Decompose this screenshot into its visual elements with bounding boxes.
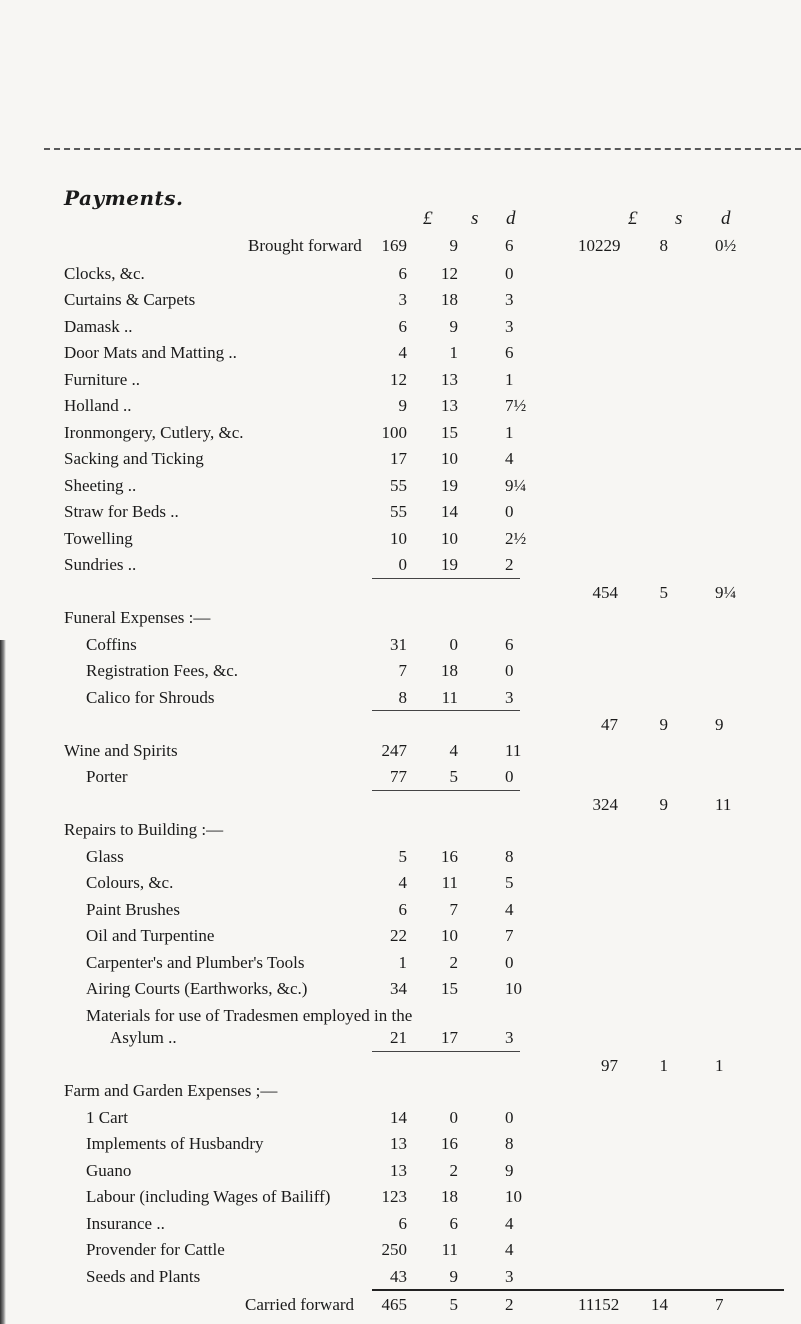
ledger-item-amount-pence: 8 xyxy=(505,1134,514,1153)
header-pounds-2: £ xyxy=(628,208,638,229)
ledger-item-row xyxy=(0,1240,801,1268)
ledger-item-label: Calico for Shrouds xyxy=(86,687,215,707)
header-shillings-1: s xyxy=(471,208,479,229)
carried-forward-label: Carried forward xyxy=(245,1295,355,1314)
brought-forward-total-pence: 0½ xyxy=(715,236,737,255)
ledger-item-row xyxy=(0,343,801,371)
ledger-item-amount-pounds: 17 xyxy=(390,449,407,468)
ledger-item-label: Glass xyxy=(86,846,124,866)
ledger-item-amount-pence: 2½ xyxy=(505,528,527,548)
ledger-item-amount-pounds: 55 xyxy=(390,475,407,495)
ledger-item-amount-pence: 9¼ xyxy=(505,475,527,495)
ledger-item-amount-shillings: 10 xyxy=(441,449,458,468)
section-heading-row xyxy=(0,1081,801,1109)
ledger-item-amount-shillings: 18 xyxy=(441,1187,458,1206)
ledger-item-label: Registration Fees, &c. xyxy=(86,661,239,680)
ledger-item-amount-pounds: 14 xyxy=(390,1107,407,1127)
section-heading: Funeral Expenses :— xyxy=(64,608,211,627)
subtotal-rule xyxy=(372,710,520,711)
ledger-item-amount-pence: 3 xyxy=(505,1028,514,1047)
ledger-item-row xyxy=(0,423,801,451)
ledger-item-amount-pounds: 43 xyxy=(390,1266,407,1286)
ledger-item-amount-shillings: 13 xyxy=(441,369,458,389)
ledger-item-row xyxy=(0,1214,801,1242)
carried-forward-amount-pence: 2 xyxy=(505,1295,514,1314)
section-total-pounds: 97 xyxy=(601,1055,618,1075)
ledger-item-label: Sundries .. xyxy=(64,555,137,574)
ledger-item-label: Implements of Husbandry xyxy=(86,1134,264,1153)
ledger-item-row xyxy=(0,741,801,769)
ledger-item-label: Wine and Spirits xyxy=(64,740,178,760)
ledger-item-amount-pounds: 22 xyxy=(390,926,407,945)
ledger-item-amount-shillings: 11 xyxy=(441,1240,458,1259)
ledger-item-label: Materials for use of Tradesmen employed in the xyxy=(86,1005,413,1025)
ledger-item-amount-pounds: 12 xyxy=(390,369,407,389)
ledger-item-label: Straw for Beds .. xyxy=(64,502,179,521)
ledger-item-amount-shillings: 1 xyxy=(449,343,458,362)
ledger-item-label: 1 Cart xyxy=(86,1107,129,1127)
ledger-item-label: Guano xyxy=(86,1160,132,1180)
carried-forward-amount-pounds: 465 xyxy=(381,1295,407,1314)
ledger-item-amount-shillings: 10 xyxy=(441,926,458,945)
section-total-row xyxy=(0,715,801,743)
ledger-item-label: Labour (including Wages of Bailiff) xyxy=(86,1187,331,1206)
ledger-item-amount-shillings: 2 xyxy=(449,952,458,972)
ledger-item-amount-pounds: 1 xyxy=(398,952,407,972)
brought-forward-amount-shillings: 9 xyxy=(449,236,458,255)
ledger-item-amount-pence: 3 xyxy=(505,1266,514,1286)
ledger-item-row xyxy=(0,953,801,981)
ledger-item-amount-pence: 4 xyxy=(505,1240,514,1259)
ledger-item-amount-shillings: 15 xyxy=(441,422,458,442)
ledger-item-label: Colours, &c. xyxy=(86,873,174,892)
ledger-item-amount-pence: 4 xyxy=(505,899,514,919)
subtotal-rule xyxy=(372,1051,520,1052)
ledger-item-row xyxy=(0,926,801,954)
ledger-item-amount-pence: 0 xyxy=(505,767,514,786)
ledger-item-row xyxy=(0,767,801,795)
section-total-shillings: 5 xyxy=(659,582,668,602)
ledger-item-amount-shillings: 4 xyxy=(449,740,458,760)
ledger-item-amount-pence: 8 xyxy=(505,846,514,866)
ledger-item-amount-pence: 0 xyxy=(505,952,514,972)
section-total-shillings: 1 xyxy=(659,1055,668,1075)
ledger-item-row xyxy=(0,317,801,345)
section-total-row xyxy=(0,1056,801,1084)
brought-forward-label: Brought forward xyxy=(248,236,362,255)
ledger-item-row xyxy=(0,873,801,901)
ledger-item-label: Carpenter's and Plumber's Tools xyxy=(86,952,305,972)
carried-forward-rule xyxy=(372,1289,784,1291)
ledger-item-label: Seeds and Plants xyxy=(86,1266,201,1286)
header-shillings-2: s xyxy=(675,208,683,229)
ledger-item-amount-pounds: 77 xyxy=(390,767,407,786)
section-total-pounds: 324 xyxy=(592,794,618,814)
ledger-item-amount-pounds: 55 xyxy=(390,502,407,521)
ledger-item-amount-pence: 2 xyxy=(505,555,514,574)
ledger-item-label: Sacking and Ticking xyxy=(64,449,204,468)
ledger-item-amount-pence: 7½ xyxy=(505,396,527,415)
ledger-item-amount-pounds: 13 xyxy=(390,1160,407,1180)
ledger-item-label: Paint Brushes xyxy=(86,899,180,919)
ledger-item-amount-shillings: 10 xyxy=(441,528,458,548)
ledger-item-label: Towelling xyxy=(64,528,133,548)
ledger-item-label: Oil and Turpentine xyxy=(86,926,215,945)
ledger-item-amount-shillings: 16 xyxy=(441,1134,458,1153)
ledger-item-amount-shillings: 0 xyxy=(449,1107,458,1127)
ledger-item-amount-pounds: 100 xyxy=(381,422,407,442)
subtotal-rule xyxy=(372,578,520,579)
ledger-item-amount-shillings: 18 xyxy=(441,290,458,309)
ledger-item-amount-shillings: 19 xyxy=(441,555,458,574)
brought-forward-total-shillings: 8 xyxy=(659,236,668,255)
ledger-item-amount-pounds: 10 xyxy=(390,528,407,548)
ledger-item-amount-pounds: 13 xyxy=(390,1134,407,1153)
ledger-item-amount-pence: 6 xyxy=(505,634,514,654)
brought-forward-amount-pence: 6 xyxy=(505,236,514,255)
ledger-item-amount-pence: 0 xyxy=(505,1107,514,1127)
ledger-item-amount-shillings: 7 xyxy=(449,899,458,919)
carried-forward-total-shillings: 14 xyxy=(651,1295,668,1314)
ledger-item-amount-shillings: 9 xyxy=(449,1266,458,1286)
ledger-item-amount-pounds: 6 xyxy=(398,899,407,919)
ledger-item-amount-pounds: 0 xyxy=(398,555,407,574)
ledger-item-amount-pounds: 31 xyxy=(390,634,407,654)
ledger-item-label: Coffins xyxy=(86,634,137,654)
ledger-item-amount-pence: 3 xyxy=(505,316,514,336)
ledger-item-amount-pounds: 247 xyxy=(381,740,407,760)
section-heading: Repairs to Building :— xyxy=(64,820,224,839)
ledger-item-amount-pounds: 3 xyxy=(398,290,407,309)
subtotal-rule xyxy=(372,790,520,791)
ledger-item-row xyxy=(0,979,801,1007)
ledger-item-amount-pounds: 9 xyxy=(398,396,407,415)
ledger-item-amount-shillings: 11 xyxy=(441,687,458,707)
ledger-item-amount-shillings: 2 xyxy=(449,1160,458,1180)
ledger-item-row xyxy=(0,290,801,318)
ledger-item-label: Insurance .. xyxy=(86,1213,165,1233)
ledger-item-amount-shillings: 17 xyxy=(441,1028,458,1047)
ledger-item-row xyxy=(0,1161,801,1189)
header-pence-2: d xyxy=(721,208,731,229)
ledger-item-row xyxy=(0,370,801,398)
ledger-item-label: Sheeting .. xyxy=(64,475,137,495)
ledger-item-label: Porter xyxy=(86,767,128,786)
ledger-item-row xyxy=(0,900,801,928)
ledger-item-row xyxy=(0,1134,801,1162)
ledger-item-amount-shillings: 5 xyxy=(449,767,458,786)
ledger-item-amount-shillings: 0 xyxy=(449,634,458,654)
page-title: Payments. xyxy=(64,186,184,210)
ledger-item-row xyxy=(0,1187,801,1215)
ledger-item-amount-pence: 0 xyxy=(505,661,514,680)
ledger-item-amount-shillings: 16 xyxy=(441,846,458,866)
ledger-item-amount-pence: 3 xyxy=(505,290,514,309)
ledger-item-label: Door Mats and Matting .. xyxy=(64,343,237,362)
section-total-pence: 11 xyxy=(715,794,732,814)
section-total-pence: 9 xyxy=(715,715,724,734)
ledger-item-row xyxy=(0,555,801,583)
section-total-row xyxy=(0,583,801,611)
ledger-item-amount-pounds: 4 xyxy=(398,343,407,362)
ledger-item-row xyxy=(0,264,801,292)
ledger-item-label: Curtains & Carpets xyxy=(64,290,196,309)
ledger-item-amount-pounds: 123 xyxy=(381,1187,407,1206)
ledger-item-amount-pounds: 5 xyxy=(398,846,407,866)
carried-forward-amount-shillings: 5 xyxy=(449,1295,458,1314)
section-total-pence: 1 xyxy=(715,1055,724,1075)
ledger-item-amount-pounds: 8 xyxy=(398,687,407,707)
ledger-item-amount-pounds: 6 xyxy=(398,263,407,283)
ledger-item-label: Damask .. xyxy=(64,316,133,336)
brought-forward-row xyxy=(0,236,801,264)
section-total-row xyxy=(0,795,801,823)
ledger-item-amount-shillings: 11 xyxy=(441,873,458,892)
section-total-pounds: 454 xyxy=(592,582,618,602)
carried-forward-total-pence: 7 xyxy=(715,1295,724,1314)
section-heading-row xyxy=(0,820,801,848)
ledger-item-row xyxy=(0,396,801,424)
ledger-item-label: Clocks, &c. xyxy=(64,263,145,283)
section-total-shillings: 9 xyxy=(659,794,668,814)
ledger-item-amount-pence: 10 xyxy=(505,1187,522,1206)
ledger-item-amount-pence: 7 xyxy=(505,926,514,945)
header-pence-1: d xyxy=(506,208,516,229)
header-pounds-1: £ xyxy=(423,208,433,229)
ledger-item-amount-pence: 0 xyxy=(505,502,514,521)
ledger-item-label: Furniture .. xyxy=(64,369,141,389)
ledger-item-amount-shillings: 13 xyxy=(441,396,458,415)
ledger-item-label: Airing Courts (Earthworks, &c.) xyxy=(86,979,308,998)
section-total-shillings: 9 xyxy=(659,715,668,734)
ledger-item-row xyxy=(0,1108,801,1136)
ledger-item-row xyxy=(0,502,801,530)
ledger-item-label: Provender for Cattle xyxy=(86,1240,225,1259)
ledger-item-amount-shillings: 19 xyxy=(441,475,458,495)
brought-forward-amount-pounds: 169 xyxy=(381,236,407,255)
ledger-item-amount-pounds: 6 xyxy=(398,1213,407,1233)
ledger-item-amount-pence: 1 xyxy=(505,422,514,442)
ledger-item-row-continued xyxy=(0,1028,801,1056)
ledger-item-row xyxy=(0,449,801,477)
brought-forward-total-pounds: 10229 xyxy=(578,236,621,255)
ledger-item-amount-shillings: 18 xyxy=(441,661,458,680)
ledger-item-row xyxy=(0,688,801,716)
ledger-item-amount-pence: 4 xyxy=(505,449,514,468)
ledger-item-row xyxy=(0,635,801,663)
ledger-item-label: Ironmongery, Cutlery, &c. xyxy=(64,422,244,442)
ledger-item-amount-pence: 4 xyxy=(505,1213,514,1233)
ledger-item-label-continued: Asylum .. xyxy=(110,1028,177,1047)
section-total-pence: 9¼ xyxy=(715,582,737,602)
ledger-item-amount-pounds: 34 xyxy=(390,979,407,998)
section-heading-row xyxy=(0,608,801,636)
ledger-item-amount-pounds: 6 xyxy=(398,316,407,336)
page-top-border xyxy=(44,148,801,150)
ledger-item-amount-shillings: 14 xyxy=(441,502,458,521)
section-total-pounds: 47 xyxy=(601,715,618,734)
carried-forward-total-pounds: 11152 xyxy=(578,1295,620,1314)
ledger-item-amount-pence: 10 xyxy=(505,979,522,998)
ledger-item-amount-pence: 9 xyxy=(505,1160,514,1180)
ledger-item-label: Holland .. xyxy=(64,396,132,415)
ledger-item-row xyxy=(0,529,801,557)
ledger-item-row xyxy=(0,476,801,504)
ledger-item-amount-pence: 6 xyxy=(505,343,514,362)
ledger-item-amount-pence: 11 xyxy=(505,740,522,760)
ledger-item-amount-pence: 3 xyxy=(505,687,514,707)
ledger-item-amount-shillings: 9 xyxy=(449,316,458,336)
carried-forward-row xyxy=(0,1295,801,1323)
ledger-item-amount-pounds: 21 xyxy=(390,1028,407,1047)
ledger-item-amount-shillings: 12 xyxy=(441,263,458,283)
ledger-item-amount-shillings: 15 xyxy=(441,979,458,998)
ledger-item-amount-pounds: 7 xyxy=(398,661,407,680)
ledger-item-amount-shillings: 6 xyxy=(449,1213,458,1233)
section-heading: Farm and Garden Expenses ;— xyxy=(64,1081,278,1100)
ledger-item-row xyxy=(0,661,801,689)
ledger-item-row xyxy=(0,847,801,875)
ledger-item-amount-pence: 0 xyxy=(505,263,514,283)
ledger-item-amount-pence: 1 xyxy=(505,369,514,389)
ledger-item-amount-pounds: 250 xyxy=(381,1240,407,1259)
ledger-item-amount-pence: 5 xyxy=(505,873,514,892)
ledger-item-amount-pounds: 4 xyxy=(398,873,407,892)
